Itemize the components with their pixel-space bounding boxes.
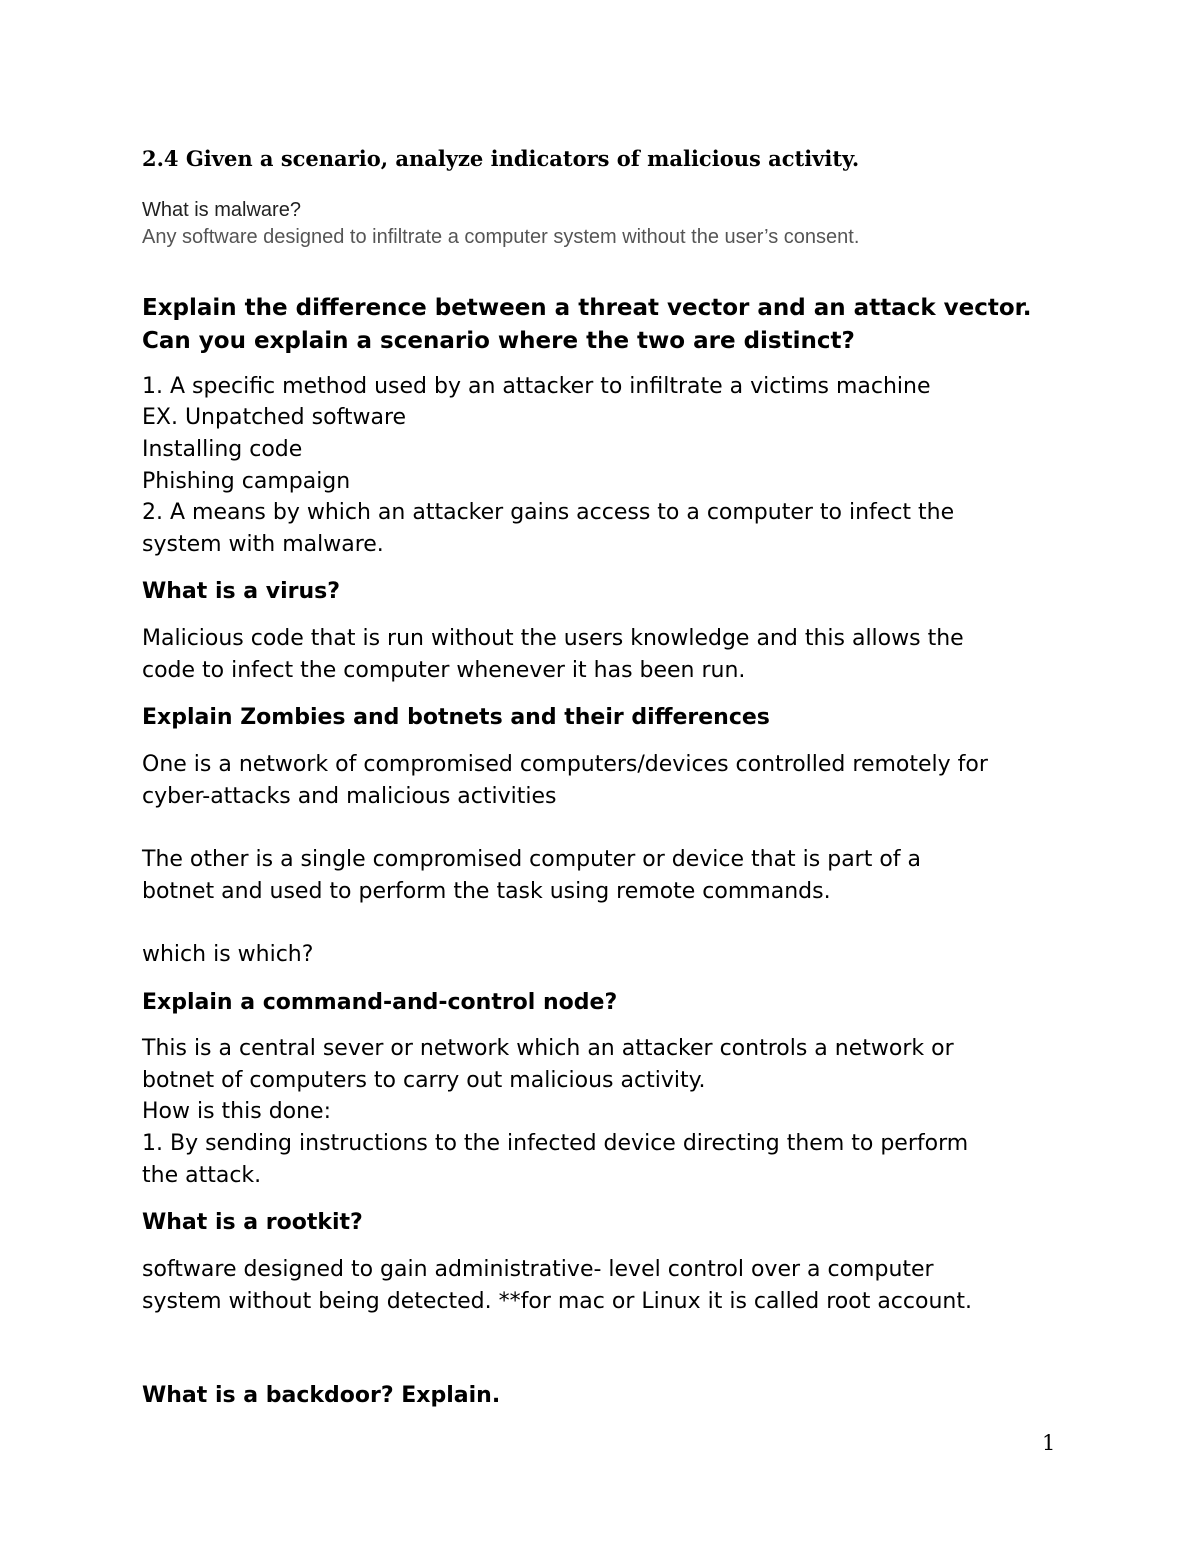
malware-answer: Any software designed to infiltrate a computer system without the user’s consent.: [142, 226, 860, 248]
vectors-answer-line: Installing code: [142, 437, 303, 462]
zombies-answer1-line: cyber-attacks and malicious activities: [142, 784, 557, 809]
rootkit-answer-line: system without being detected. **for mac or Linux it is called root account.: [142, 1289, 972, 1314]
virus-answer-line: code to infect the computer whenever it has been run.: [142, 658, 746, 683]
vectors-question-line2: Can you explain a scenario where the two are distinct?: [142, 328, 855, 354]
virus-question: What is a virus?: [142, 579, 340, 604]
vectors-answer-line: 1. A specific method used by an attacker to infiltrate a victims machine: [142, 374, 931, 399]
vectors-answer-line: 2. A means by which an attacker gains access to a computer to infect the: [142, 500, 955, 525]
c2-answer-line: the attack.: [142, 1163, 262, 1188]
page-number: 1: [1042, 1431, 1056, 1455]
vectors-answer-line: system with malware.: [142, 532, 384, 557]
malware-question: What is malware?: [142, 199, 301, 221]
zombies-answer2-line: botnet and used to perform the task using remote commands.: [142, 879, 831, 904]
c2-answer-line: This is a central sever or network which an attacker controls a network or: [142, 1036, 954, 1061]
zombies-answer1-line: One is a network of compromised computers/devices controlled remotely for: [142, 752, 988, 777]
rootkit-answer-line: software designed to gain administrative- level control over a computer: [142, 1257, 934, 1282]
c2-answer-line: botnet of computers to carry out malicious activity.: [142, 1068, 706, 1093]
rootkit-question: What is a rootkit?: [142, 1210, 363, 1235]
c2-question: Explain a command-and-control node?: [142, 990, 618, 1015]
section-title: 2.4 Given a scenario, analyze indicators of malicious activity.: [142, 146, 860, 171]
zombies-question: Explain Zombies and botnets and their differences: [142, 705, 770, 730]
vectors-answer-line: Phishing campaign: [142, 469, 351, 494]
vectors-answer-line: EX. Unpatched software: [142, 405, 407, 430]
vectors-question-line1: Explain the difference between a threat vector and an attack vector.: [142, 295, 1032, 321]
zombies-answer2-line: The other is a single compromised computer or device that is part of a: [142, 847, 922, 872]
c2-answer-line: 1. By sending instructions to the infected device directing them to perform: [142, 1131, 969, 1156]
c2-answer-line: How is this done:: [142, 1099, 332, 1124]
backdoor-question: What is a backdoor? Explain.: [142, 1383, 501, 1408]
virus-answer-line: Malicious code that is run without the users knowledge and this allows the: [142, 626, 964, 651]
zombies-followup: which is which?: [142, 942, 314, 967]
